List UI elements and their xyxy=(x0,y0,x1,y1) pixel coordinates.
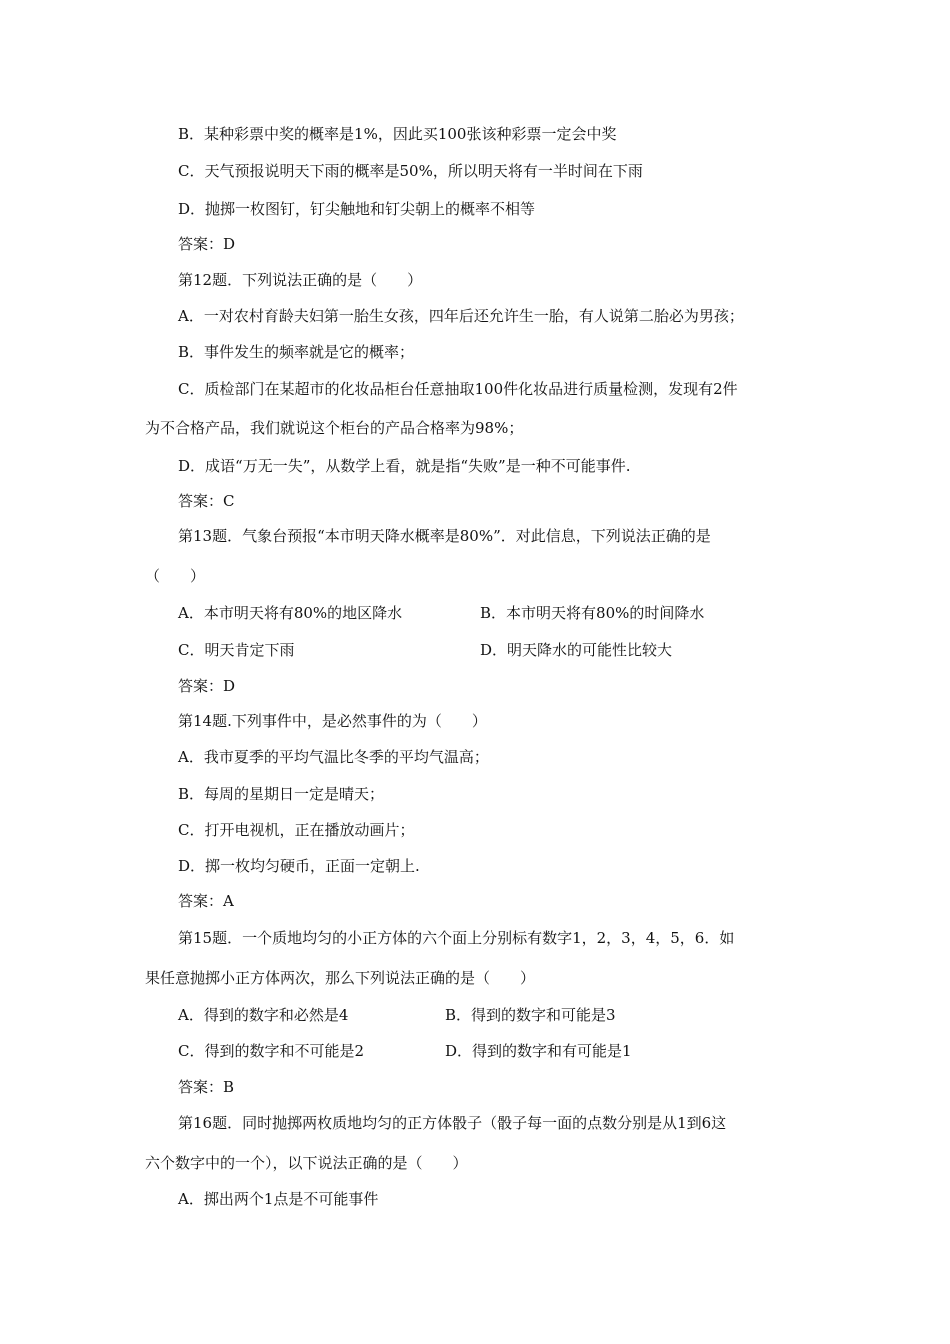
q12-option-c-line1: C．质检部门在某超市的化妆品柜台任意抽取100件化妆品进行质量检测，发现有2件 xyxy=(178,380,738,398)
q14-option-a: A．我市夏季的平均气温比冬季的平均气温高； xyxy=(178,748,489,766)
q12-option-c-line2: 为不合格产品，我们就说这个柜台的产品合格率为98%； xyxy=(145,419,524,437)
q12-answer: 答案：C xyxy=(178,492,235,510)
q13-stem-line1: 第13题．气象台预报“本市明天降水概率是80%”．对此信息，下列说法正确的是 xyxy=(178,527,711,545)
q12-option-b: B．事件发生的频率就是它的概率； xyxy=(178,343,415,361)
q15-option-d: D．得到的数字和有可能是1 xyxy=(445,1042,632,1060)
q14-option-d: D．掷一枚均匀硬币，正面一定朝上. xyxy=(178,857,420,875)
q14-stem: 第14题.下列事件中，是必然事件的为（ ） xyxy=(178,712,487,730)
q15-option-c: C．得到的数字和不可能是2 xyxy=(178,1042,365,1060)
q13-stem-line2: （ ） xyxy=(145,567,206,585)
q13-option-a: A．本市明天将有80%的地区降水 xyxy=(178,604,403,622)
q15-answer: 答案：B xyxy=(178,1078,235,1096)
q12-option-a: A．一对农村育龄夫妇第一胎生女孩，四年后还允许生一胎，有人说第二胎必为男孩； xyxy=(178,307,744,325)
q13-answer: 答案：D xyxy=(178,677,236,695)
q13-option-d: D．明天降水的可能性比较大 xyxy=(480,641,673,659)
q15-option-b: B．得到的数字和可能是3 xyxy=(445,1006,616,1024)
q15-stem-line1: 第15题．一个质地均匀的小正方体的六个面上分别标有数字1，2，3，4，5，6．如 xyxy=(178,929,735,947)
q12-option-d: D．成语“万无一失”，从数学上看，就是指“失败”是一种不可能事件. xyxy=(178,457,631,475)
q11-answer: 答案：D xyxy=(178,235,236,253)
q16-stem-line2: 六个数字中的一个），以下说法正确的是（ ） xyxy=(145,1154,468,1172)
q15-stem-line2: 果任意抛掷小正方体两次，那么下列说法正确的是（ ） xyxy=(145,969,536,987)
q11-option-b: B．某种彩票中奖的概率是1%，因此买100张该种彩票一定会中奖 xyxy=(178,125,617,143)
q13-option-c: C．明天肯定下雨 xyxy=(178,641,295,659)
q11-option-d: D．抛掷一枚图钉，钉尖触地和钉尖朝上的概率不相等 xyxy=(178,200,536,218)
q14-option-b: B．每周的星期日一定是晴天； xyxy=(178,785,385,803)
q12-stem: 第12题．下列说法正确的是（ ） xyxy=(178,271,423,289)
q16-stem-line1: 第16题．同时抛掷两枚质地均匀的正方体骰子（骰子每一面的点数分别是从1到6这 xyxy=(178,1114,727,1132)
q11-option-c: C．天气预报说明天下雨的概率是50%，所以明天将有一半时间在下雨 xyxy=(178,162,643,180)
q15-option-a: A．得到的数字和必然是4 xyxy=(178,1006,349,1024)
q13-option-b: B．本市明天将有80%的时间降水 xyxy=(480,604,705,622)
q14-answer: 答案：A xyxy=(178,892,234,910)
q14-option-c: C．打开电视机，正在播放动画片； xyxy=(178,821,415,839)
q16-option-a: A．掷出两个1点是不可能事件 xyxy=(178,1190,379,1208)
